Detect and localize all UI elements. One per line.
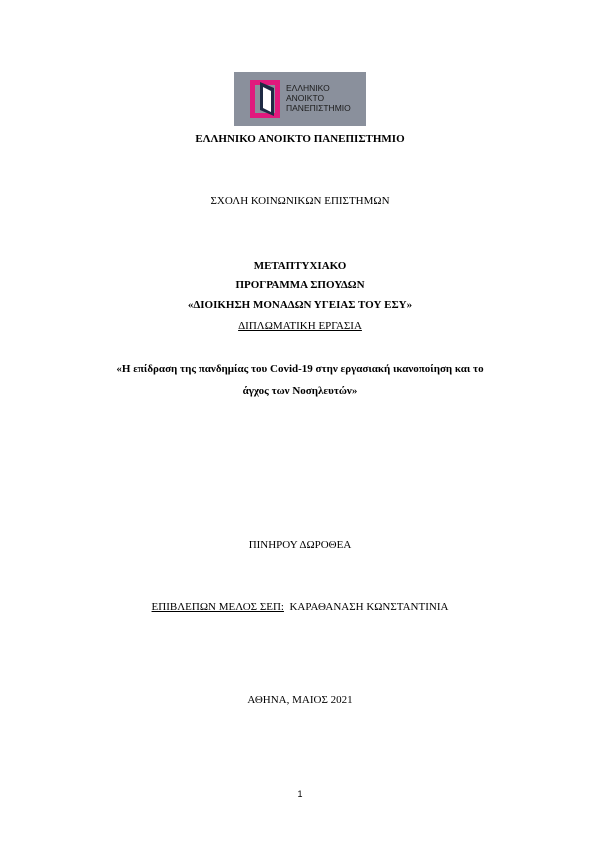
university-logo — [234, 72, 366, 126]
thesis-type: ΔΙΠΛΩΜΑΤΙΚΗ ΕΡΓΑΣΙΑ — [238, 320, 362, 332]
author-name: ΠΙΝΗΡΟΥ ΔΩΡΟΘΕΑ — [248, 539, 352, 551]
university-name: ΕΛΛΗΝΙΚΟ ΑΝΟΙΚΤΟ ΠΑΝΕΠΙΣΤΗΜΙΟ — [195, 133, 405, 145]
logo-text-line: ΕΛΛΗΝΙΚΟ — [286, 83, 330, 93]
logo-door-light — [263, 87, 271, 112]
school-name: ΣΧΟΛΗ ΚΟΙΝΩΝΙΚΩΝ ΕΠΙΣΤΗΜΩΝ — [210, 195, 390, 207]
supervisor-label: ΕΠΙΒΛΕΠΩΝ ΜΕΛΟΣ ΣΕΠ: — [151, 601, 284, 613]
supervisor-line — [0, 600, 600, 614]
place-date: ΑΘΗΝΑ, ΜΑΙΟΣ 2021 — [247, 694, 353, 706]
logo-mark-icon — [234, 72, 286, 126]
logo-text-line: ΠΑΝΕΠΙΣΤΗΜΙΟ — [286, 103, 351, 113]
logo-text-line: ΑΝΟΙΚΤΟ — [286, 93, 325, 103]
program-line-2: ΠΡΟΓΡΑΜΜΑ ΣΠΟΥΔΩΝ — [235, 279, 365, 291]
supervisor-name: ΚΑΡΑΘΑΝΑΣΗ ΚΩΝΣΤΑΝΤΙΝΙΑ — [289, 601, 449, 613]
logo-text — [286, 83, 351, 113]
program-line-1: ΜΕΤΑΠΤΥΧΙΑΚΟ — [253, 260, 347, 272]
thesis-title-line-2: άγχος των Νοσηλευτών» — [242, 385, 358, 397]
program-line-3: «ΔΙΟΙΚΗΣΗ ΜΟΝΑΔΩΝ ΥΓΕΙΑΣ ΤΟΥ ΕΣΥ» — [187, 299, 413, 311]
thesis-title-line-1: «Η επίδραση της πανδημίας του Covid-19 στην εργασιακή ικανοποίηση και το — [116, 363, 484, 375]
page-number: 1 — [297, 789, 303, 799]
